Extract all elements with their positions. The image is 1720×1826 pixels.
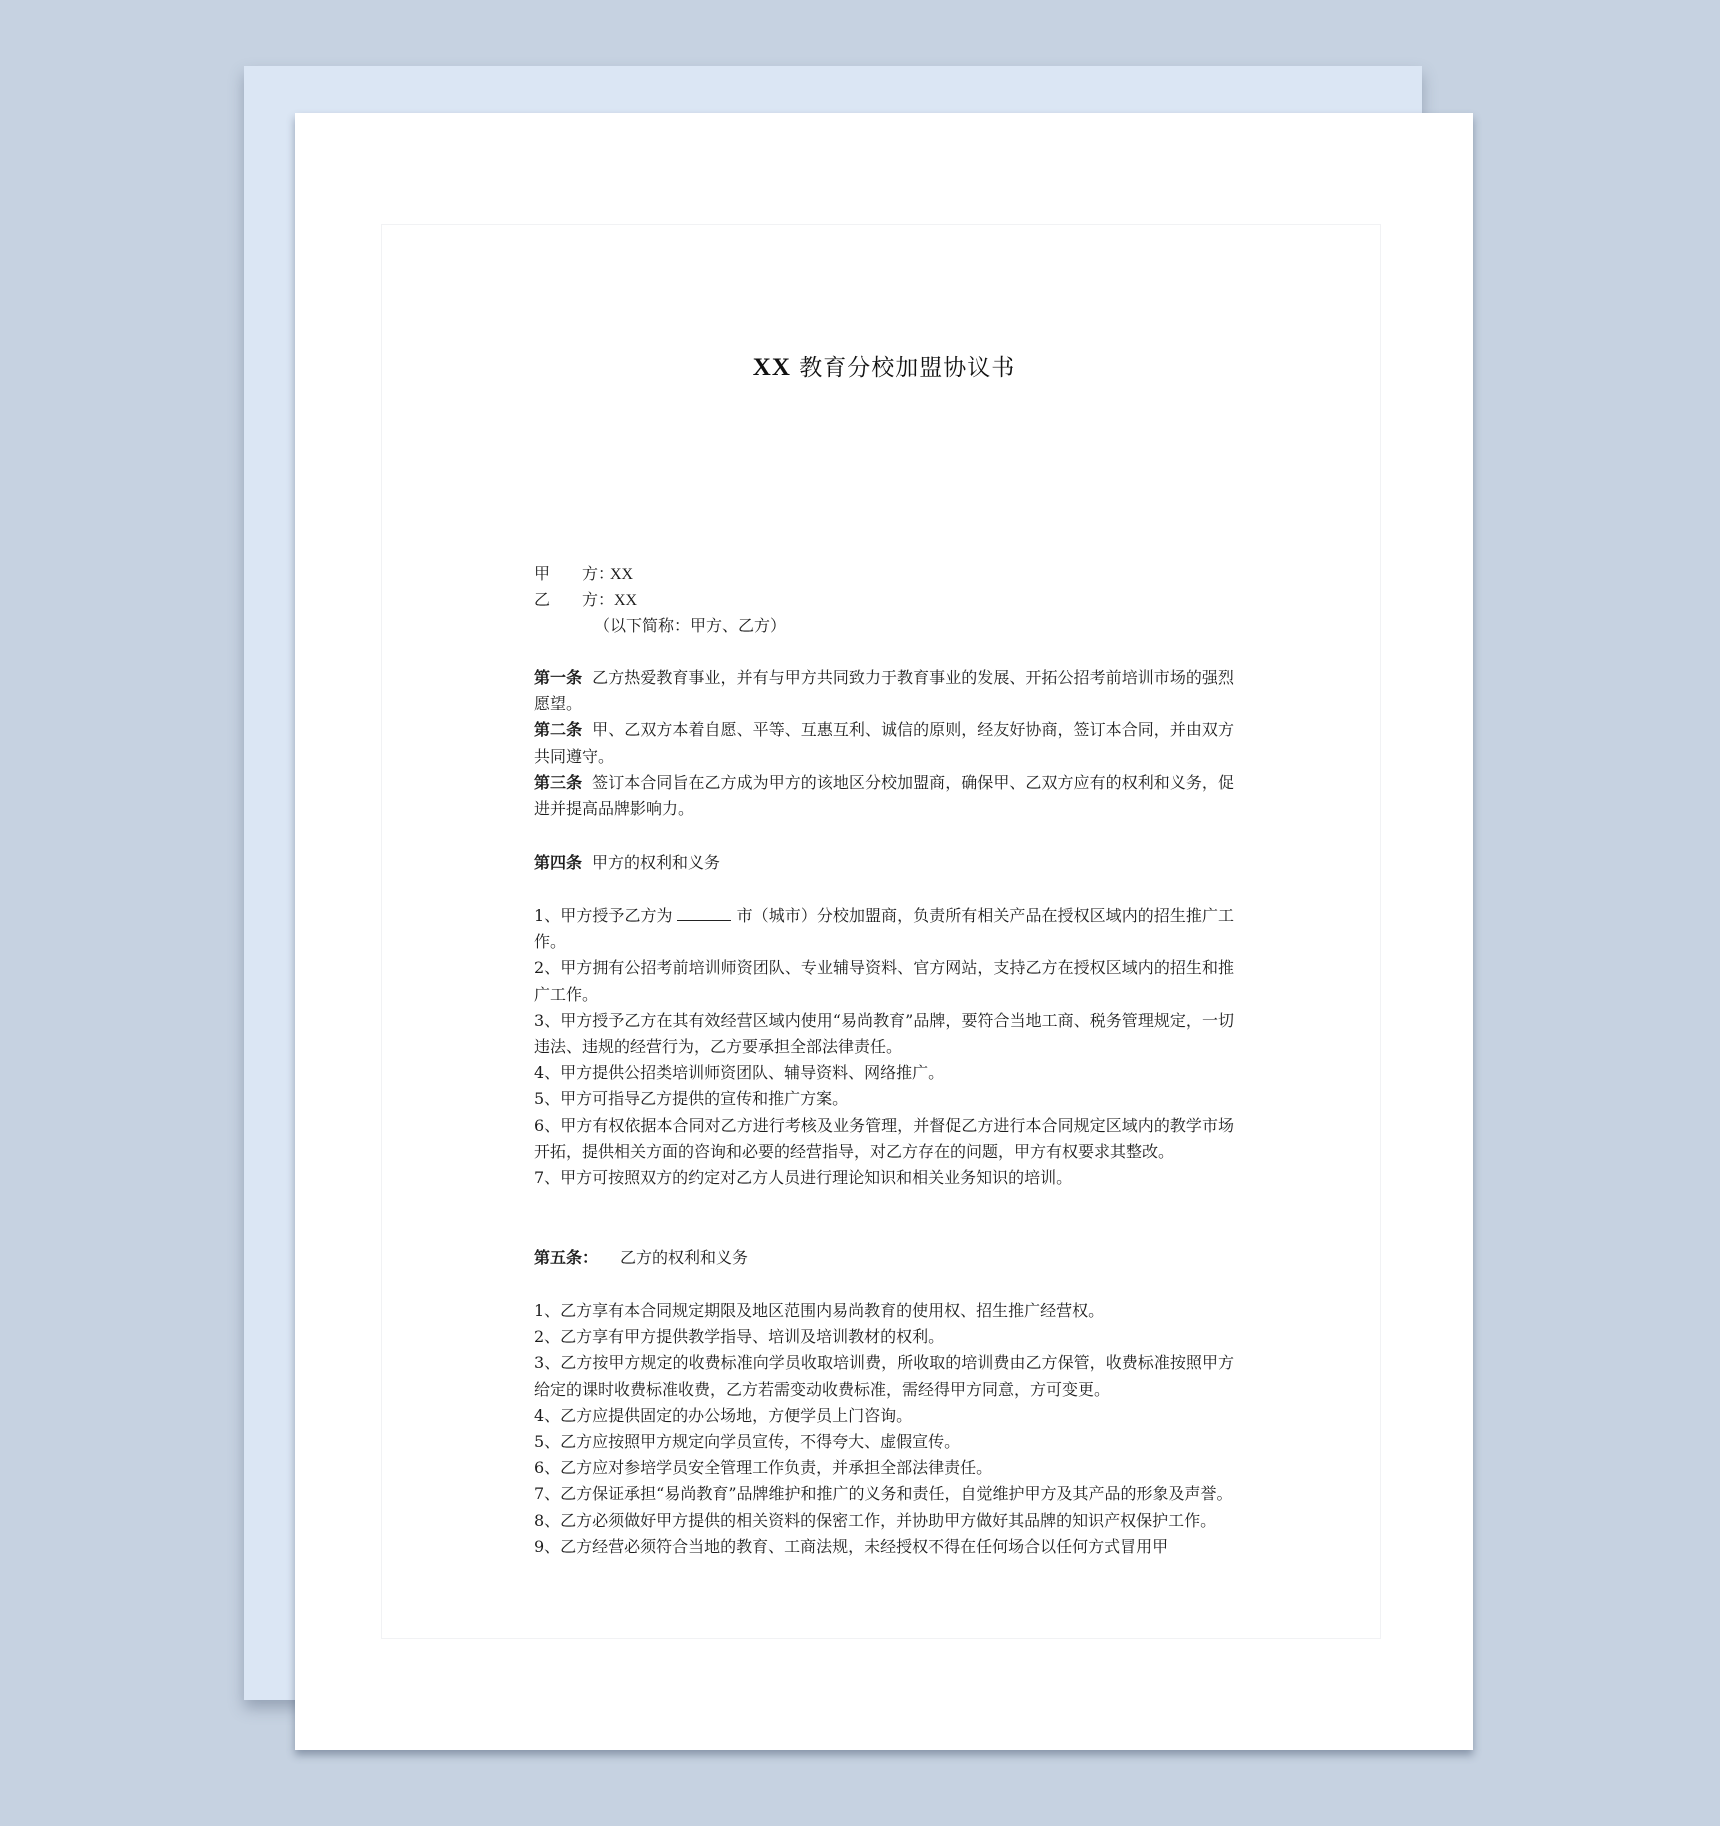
article-2 — [534, 717, 1234, 769]
article-5-item: 1、乙方享有本合同规定期限及地区范围内易尚教育的使用权、招生推广经营权。 — [534, 1301, 1105, 1320]
item-1-text-before: 1、甲方授予乙方为 — [534, 906, 673, 925]
party-b-value: XX — [614, 592, 638, 610]
article-3-text: 签订本合同旨在乙方成为甲方的该地区分校加盟商，确保甲、乙双方应有的权利和义务，促进并提高品牌影响力。 — [534, 772, 1234, 819]
article-5-item: 9、乙方经营必须符合当地的教育、工商法规，未经授权不得在任何场合以任何方式冒用甲 — [534, 1536, 1169, 1556]
article-4-item-1 — [534, 903, 1234, 955]
article-4-header — [534, 850, 1234, 876]
article-4 — [534, 850, 1234, 876]
article-5-header — [534, 1245, 1234, 1271]
article-2-heading: 第二条 — [534, 720, 583, 740]
article-5-title: 乙方的权利和义务 — [620, 1248, 749, 1267]
article-4-items — [534, 903, 1234, 1191]
article-4-item: 2、甲方拥有公招考前培训师资团队、专业辅导资料、官方网站，支持乙方在授权区域内的招生和推广工作。 — [534, 958, 1234, 1004]
article-4-heading: 第四条 — [534, 853, 583, 872]
party-b-colon: 方： — [582, 590, 615, 610]
party-abbreviation: （以下简称：甲方、乙方） — [594, 616, 787, 636]
article-4-item: 7、甲方可按照双方的约定对乙方人员进行理论知识和相关业务知识的培训。 — [534, 1168, 1073, 1188]
article-4-item: 4、甲方提供公招类培训师资团队、辅导资料、网络推广。 — [534, 1063, 945, 1083]
article-5-item: 2、乙方享有甲方提供教学指导、培训及培训教材的权利。 — [534, 1327, 945, 1347]
party-b-line — [534, 587, 1234, 613]
article-5 — [534, 1245, 1234, 1271]
parties-block — [534, 561, 1234, 640]
title-text: 教育分校加盟协议书 — [799, 355, 1016, 381]
article-5-item: 6、乙方应对参培学员安全管理工作负责，并承担全部法律责任。 — [534, 1458, 993, 1478]
party-a-label: 甲 — [534, 564, 551, 583]
article-5-item: 8、乙方必须做好甲方提供的相关资料的保密工作，并协助甲方做好其品牌的知识产权保护工作。 — [534, 1510, 1217, 1530]
document-title — [534, 353, 1234, 383]
article-4-item: 5、甲方可指导乙方提供的宣传和推广方案。 — [534, 1089, 849, 1109]
party-b-label: 乙 — [534, 590, 551, 610]
article-3-heading: 第三条 — [534, 772, 583, 792]
party-a-colon: 方： — [582, 564, 615, 583]
article-1-text: 乙方热爱教育事业，并有与甲方共同致力于教育事业的发展、开拓公招考前培训市场的强烈愿望。 — [534, 668, 1234, 714]
articles-1-3 — [534, 665, 1234, 822]
article-5-item: 5、乙方应按照甲方规定向学员宣传，不得夸大、虚假宣传。 — [534, 1432, 961, 1452]
party-a-value: XX — [610, 566, 634, 583]
party-a-line — [534, 561, 1234, 587]
document-page — [295, 113, 1473, 1750]
item-1-text-after: 市（城市）分校加盟商，负责所有相关产品在授权区域内的招生推广工作。 — [534, 906, 1234, 952]
article-5-heading: 第五条： — [534, 1248, 599, 1267]
article-5-items — [534, 1298, 1234, 1560]
article-5-item: 7、乙方保证承担“易尚教育”品牌维护和推广的义务和责任，自觉维护甲方及其产品的形象及声誉。 — [534, 1484, 1233, 1504]
article-3 — [534, 770, 1234, 822]
article-4-item: 3、甲方授予乙方在其有效经营区域内使用“易尚教育”品牌，要符合当地工商、税务管理规定，一切违法、违规的经营行为，乙方要承担全部法律责任。 — [534, 1010, 1234, 1057]
article-5-item: 3、乙方按甲方规定的收费标准向学员收取培训费，所收取的培训费由乙方保管，收费标准按照甲方给定的课时收费标准收费，乙方若需变动收费标准，需经得甲方同意，方可变更。 — [534, 1353, 1234, 1399]
article-4-title: 甲方的权利和义务 — [592, 853, 721, 872]
title-prefix: XX — [752, 354, 791, 381]
city-blank-field[interactable] — [677, 906, 731, 921]
article-4-item: 6、甲方有权依据本合同对乙方进行考核及业务管理，并督促乙方进行本合同规定区域内的教学市场开拓，提供相关方面的咨询和必要的经营指导，对乙方存在的问题，甲方有权要求其整改。 — [534, 1115, 1234, 1161]
article-2-text: 甲、乙双方本着自愿、平等、互惠互利、诚信的原则，经友好协商，签订本合同，并由双方共同遵守。 — [534, 720, 1234, 766]
article-5-item: 4、乙方应提供固定的办公场地，方便学员上门咨询。 — [534, 1405, 913, 1425]
article-1-heading: 第一条 — [534, 668, 583, 687]
article-1 — [534, 665, 1234, 717]
